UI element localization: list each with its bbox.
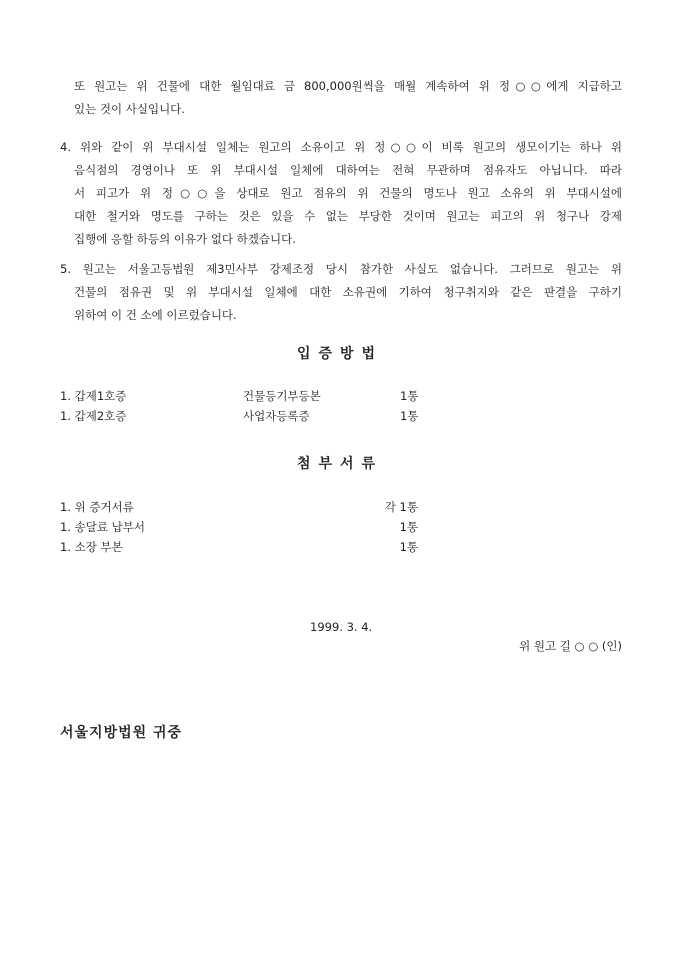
list-item (60, 386, 460, 406)
attachment-quantity: 1통 (399, 520, 418, 534)
text-line: 서 피고가 위 정○○을 상대로 원고 점유의 위 건물의 명도나 원고 소유의 위 부대시설에 (74, 186, 622, 200)
text-line: 건물의 점유권 및 위 부대시설 일체에 대한 소유권에 기하여 청구취지와 같은 판결을 구하기 (74, 285, 622, 299)
list-item (60, 406, 460, 426)
attachment-name: 1. 송달료 납부서 (60, 520, 145, 534)
attachment-quantity: 각 1통 (384, 500, 418, 514)
text-line: 집행에 응할 하등의 이유가 없다 하겠습니다. (74, 232, 296, 246)
attachments-heading: 첨부서류 (296, 456, 384, 472)
evidence-list (60, 386, 460, 426)
attachment-quantity: 1통 (399, 540, 418, 554)
signature-line: 위 원고 길 ○ ○ (인) (519, 639, 622, 653)
text-line: 4. 위와 같이 위 부대시설 일체는 원고의 소유이고 위 정○○이 비록 원고의 생모이기는 하나 위 (60, 140, 622, 154)
evidence-number: 1. 갑제1호증 (60, 389, 127, 403)
text-line: 음식점의 경영이나 또 위 부대시설 일체에 대하여는 전혀 무관하며 점유자도 아닙니다. 따라 (74, 163, 622, 177)
attachment-name: 1. 위 증거서류 (60, 500, 134, 514)
list-item (60, 497, 460, 517)
text-line: 또 원고는 위 건물에 대한 월임대료 금 800,000원씩을 매월 계속하여 위 정○○에게 지급하고 (74, 79, 622, 93)
evidence-quantity: 1통 (400, 389, 419, 403)
text-line: 위하여 이 건 소에 이르렀습니다. (74, 308, 237, 322)
paragraph-intro (60, 75, 622, 121)
evidence-name: 사업자등록증 (243, 409, 310, 423)
text-line: 5. 원고는 서울고등법원 제3민사부 강제조정 당시 참가한 사실도 없습니다. 그러므로 원고는 위 (60, 262, 622, 276)
text-line: 있는 것이 사실입니다. (74, 102, 185, 116)
list-item (60, 517, 460, 537)
court-addressee: 서울지방법원 귀중 (60, 725, 183, 741)
document-date: 1999. 3. 4. (310, 620, 373, 634)
text-line: 대한 철거와 명도를 구하는 것은 있을 수 없는 부당한 것이며 원고는 피고의 위 청구나 강제 (74, 209, 622, 223)
attachments-list (60, 497, 460, 557)
evidence-number: 1. 갑제2호증 (60, 409, 127, 423)
evidence-quantity: 1통 (400, 409, 419, 423)
paragraph-5 (60, 258, 622, 327)
list-item (60, 537, 460, 557)
paragraph-4 (60, 136, 622, 251)
attachment-name: 1. 소장 부본 (60, 540, 123, 554)
evidence-name: 건물등기부등본 (243, 389, 321, 403)
evidence-heading: 입증방법 (296, 346, 384, 362)
